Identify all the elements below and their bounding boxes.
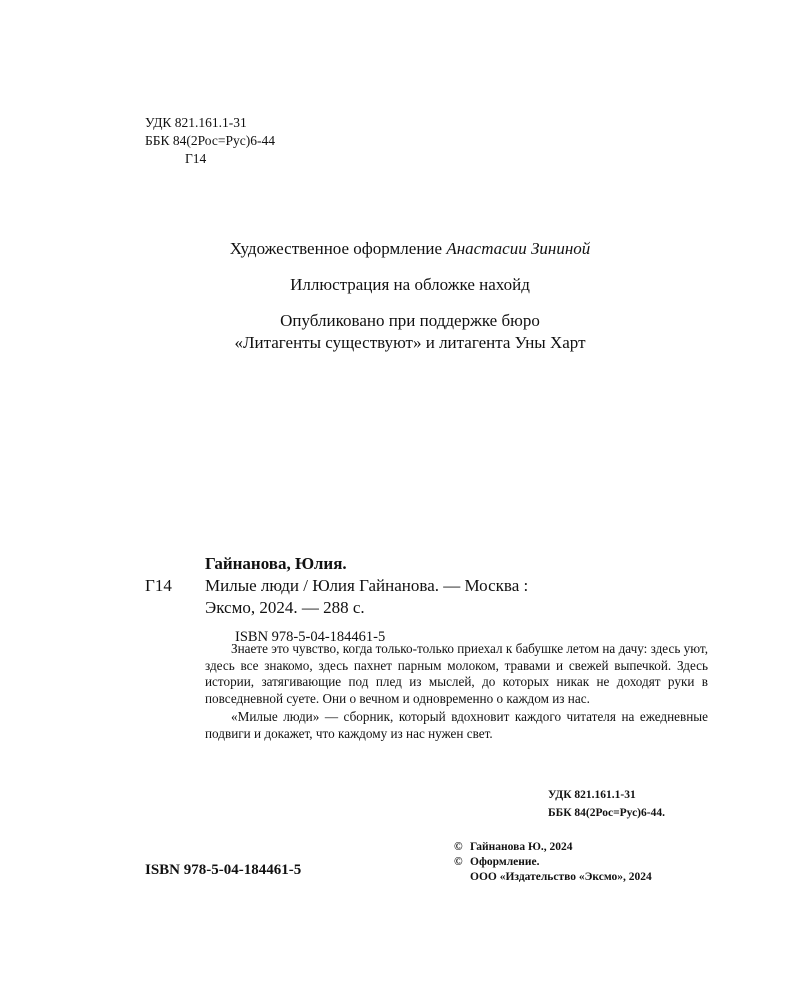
udk-code: УДК 821.161.1-31 [145,115,247,130]
annotation-paragraph-1: Знаете это чувство, когда только-только приехал к бабушке летом на дачу: здесь уют, здесь все знакомо, здесь пахнет парным молоком, травами и свежей выпечкой. Здесь истории, затягивающие под плед из мыслей, до которых никак не доходят руки в повседневной суете. Они о вечном и одновременно о каждом из нас. [205,641,708,706]
bbk-code-bottom: ББК 84(2Рос=Рус)6-44. [548,807,665,819]
author-sign: Г14 [185,151,207,166]
designer-name: Анастасии Зининой [446,239,591,258]
record-author: Гайнанова, Юлия. [205,554,347,573]
design-credit-prefix: Художественное оформление [229,239,447,258]
credits-design [100,238,720,260]
bibliographic-record [145,553,710,647]
credits-published [100,310,720,354]
record-title-line: Милые люди / Юлия Гайнанова. — Москва : [205,576,529,595]
illustration-credit: Иллюстрация на обложке нахойд [290,275,530,294]
copyright-block [454,840,652,885]
copyright-design: Оформление. [470,856,540,868]
annotation-paragraph-2: «Милые люди» — сборник, который вдохновит каждого читателя на ежедневные подвиги и докажет, что каждому из нас нужен свет. [205,709,708,741]
published-line-2: «Литагенты существуют» и литагента Уны Харт [234,333,586,352]
isbn-bottom: ISBN 978-5-04-184461-5 [145,862,302,878]
udk-code-bottom: УДК 821.161.1-31 [548,789,636,801]
bbk-code: ББК 84(2Рос=Рус)6-44 [145,133,275,148]
record-publisher-line: Эксмо, 2024. — 288 с. [205,598,365,617]
copyright-symbol: © [454,841,463,853]
copyright-symbol: © [454,856,463,868]
classification-codes-top [145,114,275,168]
published-line-1: Опубликовано при поддержке бюро [280,311,540,330]
record-index: Г14 [145,576,172,595]
copyright-author: Гайнанова Ю., 2024 [470,841,573,853]
classification-codes-bottom [548,786,665,822]
record-entry [145,575,710,619]
credits-illustration [100,274,720,296]
record-isbn: ISBN 978-5-04-184461-5 [235,629,386,645]
annotation [205,641,708,742]
copyright-publisher: ООО «Издательство «Эксмо», 2024 [470,871,652,883]
